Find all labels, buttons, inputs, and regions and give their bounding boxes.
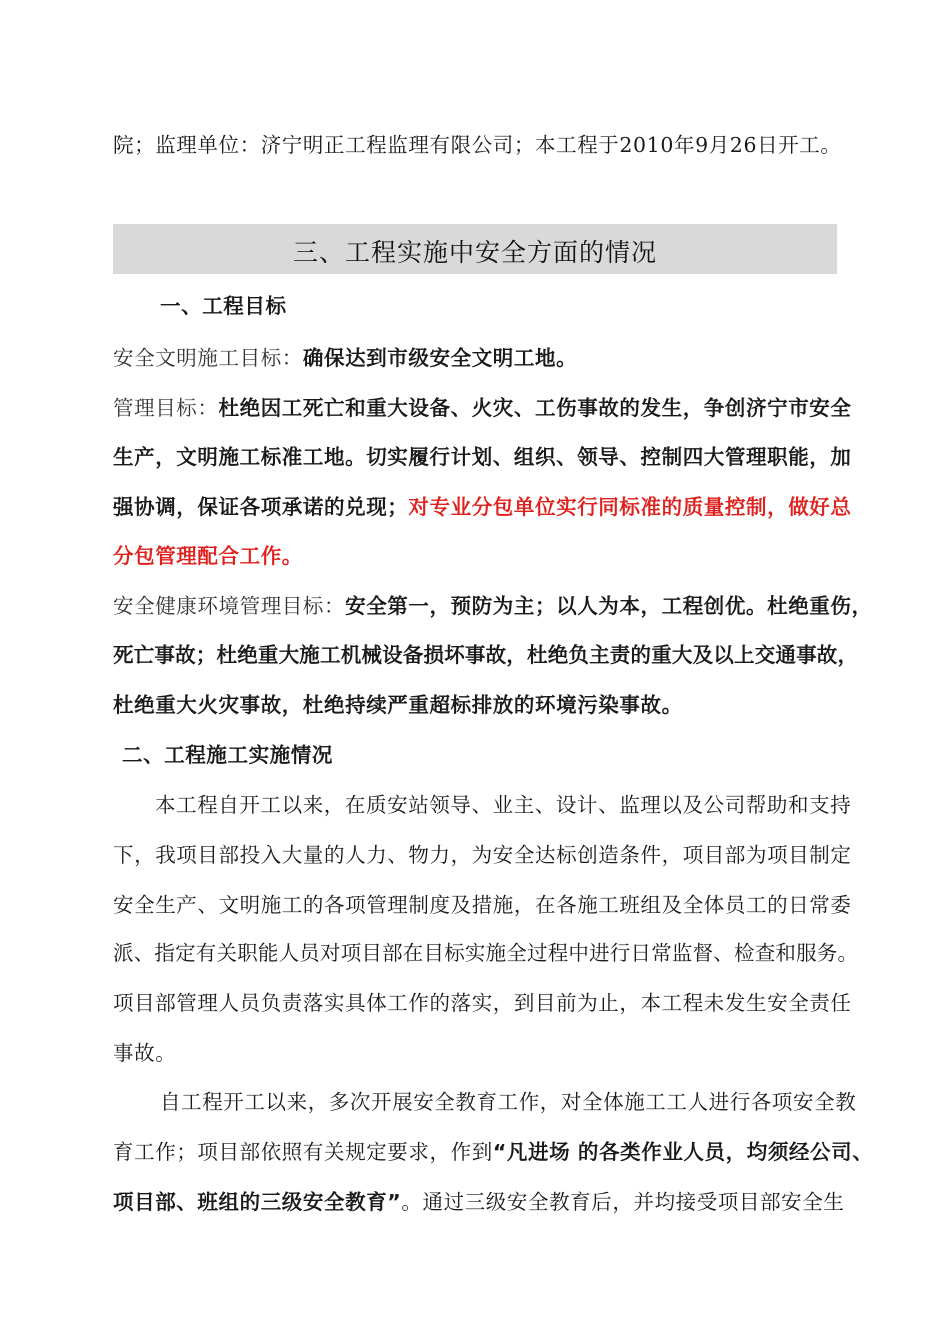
intro-line: 院；监理单位：济宁明正工程监理有限公司；本工程于2010年9月26日开工。 bbox=[113, 133, 842, 157]
goal-civil-line bbox=[113, 341, 577, 371]
goal-mgmt-line-4: 分包管理配合工作。 bbox=[113, 544, 303, 568]
goal-hse-label: 安全健康环境管理目标： bbox=[113, 594, 346, 618]
para1-line-4: 派、指定有关职能人员对项目部在目标实施全过程中进行日常监督、检查和服务。 bbox=[113, 941, 859, 965]
goal-mgmt-text-3: 强协调，保证各项承诺的兑现； bbox=[113, 495, 409, 519]
heading-construction-status: 二、工程施工实施情况 bbox=[122, 743, 333, 767]
section-banner bbox=[113, 224, 837, 274]
para2-bold-text-3: 项目部、班组的三级安全教育” bbox=[113, 1190, 402, 1214]
goal-mgmt-line-3 bbox=[113, 490, 852, 520]
goal-civil-label: 安全文明施工目标： bbox=[113, 346, 303, 370]
goal-hse-line-2: 死亡事故；杜绝重大施工机械设备损坏事故，杜绝负主责的重大及以上交通事故， bbox=[113, 643, 859, 667]
goal-hse-line-1 bbox=[113, 589, 873, 619]
goal-mgmt-text-1: 杜绝因工死亡和重大设备、火灾、工伤事故的发生，争创济宁市安全 bbox=[218, 396, 852, 420]
goal-mgmt-label: 管理目标： bbox=[113, 396, 219, 420]
para2-line-3 bbox=[113, 1185, 844, 1215]
goal-hse-line-3: 杜绝重大火灾事故，杜绝持续严重超标排放的环境污染事故。 bbox=[113, 693, 683, 717]
goal-mgmt-line-1 bbox=[113, 391, 852, 421]
para1-line-5: 项目部管理人员负责落实具体工作的落实，到目前为止，本工程未发生安全责任 bbox=[113, 991, 852, 1015]
goal-mgmt-line-2: 生产，文明施工标准工地。切实履行计划、组织、领导、控制四大管理职能，加 bbox=[113, 445, 852, 469]
goal-hse-text-1: 安全第一，预防为主；以人为本，工程创优。杜绝重伤， bbox=[345, 594, 873, 618]
section-title: 三、工程实施中安全方面的情况 bbox=[292, 238, 657, 267]
para1-line-1: 本工程自开工以来，在质安站领导、业主、设计、监理以及公司帮助和支持 bbox=[155, 793, 852, 817]
para1-line-6: 事故。 bbox=[113, 1041, 177, 1065]
para1-line-2: 下，我项目部投入大量的人力、物力，为安全达标创造条件，项目部为项目制定 bbox=[113, 843, 852, 867]
para2-line-2 bbox=[113, 1135, 873, 1165]
para2-line-1: 自工程开工以来，多次开展安全教育工作，对全体施工工人进行各项安全教 bbox=[160, 1090, 857, 1114]
goal-civil-value: 确保达到市级安全文明工地。 bbox=[302, 346, 578, 370]
goal-mgmt-red-text-3: 对专业分包单位实行同标准的质量控制，做好总 bbox=[408, 495, 852, 519]
para1-line-3: 安全生产、文明施工的各项管理制度及措施，在各施工班组及全体员工的日常委 bbox=[113, 893, 852, 917]
para2-bold-text-2: “凡进场 的各类作业人员，均须经公司、 bbox=[492, 1140, 874, 1164]
heading-project-goals: 一、工程目标 bbox=[160, 294, 287, 318]
para2-text-2: 育工作；项目部依照有关规定要求，作到 bbox=[113, 1140, 493, 1164]
para2-text-3: 。通过三级安全教育后，并均接受项目部安全生 bbox=[401, 1190, 845, 1214]
